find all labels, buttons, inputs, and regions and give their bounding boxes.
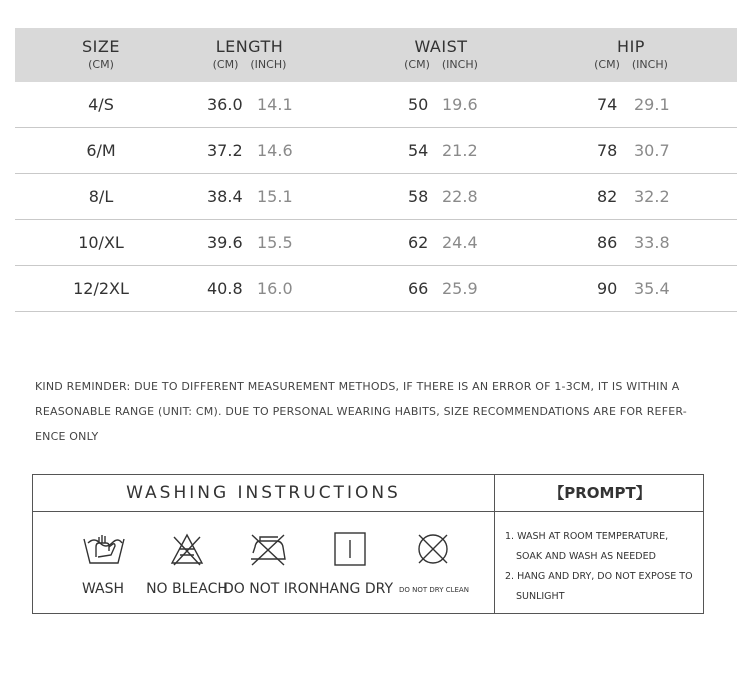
wash-label: WASH xyxy=(81,581,125,597)
waist-inch-cell: 25.9 xyxy=(442,279,478,298)
header-length xyxy=(187,38,312,72)
size-table xyxy=(15,28,737,312)
prompt-item: 2. HANG AND DRY, DO NOT EXPOSE TO xyxy=(505,571,693,582)
hip-inch-cell: 30.7 xyxy=(634,141,670,160)
hip-inch-cell: 35.4 xyxy=(634,279,670,298)
header-unit xyxy=(575,58,687,72)
do-not-dry-clean-label: DO NOT DRY CLEAN xyxy=(399,586,469,594)
table-row xyxy=(15,174,737,220)
prompt-title: 【PROMPT】 xyxy=(549,484,651,502)
hip-inch-cell: 33.8 xyxy=(634,233,670,252)
hand-wash-icon xyxy=(82,531,126,567)
no-bleach-label: NO BLEACH xyxy=(146,581,228,597)
length-inch-cell: 16.0 xyxy=(257,279,293,298)
size-cell: 6/M xyxy=(86,141,116,160)
waist-cm-cell: 66 xyxy=(408,279,429,298)
waist-inch-cell: 22.8 xyxy=(442,187,478,206)
table-row xyxy=(15,82,737,128)
no-bleach-icon xyxy=(169,531,205,567)
waist-cm-cell: 58 xyxy=(408,187,429,206)
header-title: WAIST xyxy=(414,37,468,56)
table-header xyxy=(15,28,737,82)
unit-cm: (CM) xyxy=(404,58,430,71)
unit-cm: (CM) xyxy=(212,58,239,71)
length-cm-cell: 39.6 xyxy=(207,233,243,252)
length-inch-cell: 14.6 xyxy=(257,141,293,160)
hip-cm-cell: 78 xyxy=(597,141,618,160)
unit-inch: (INCH) xyxy=(250,58,287,71)
header-waist xyxy=(385,38,497,72)
do-not-iron-label: DO NOT IRON xyxy=(223,581,320,597)
length-cm-cell: 36.0 xyxy=(207,95,243,114)
unit-inch: (INCH) xyxy=(631,58,668,71)
size-cell: 8/L xyxy=(88,187,114,206)
do-not-dry-clean-icon xyxy=(415,531,451,567)
length-cm-cell: 38.4 xyxy=(207,187,243,206)
prompt-list xyxy=(505,527,700,607)
waist-inch-cell: 21.2 xyxy=(442,141,478,160)
header-title: HIP xyxy=(617,37,645,56)
size-cell: 4/S xyxy=(88,95,114,114)
size-cell: 12/2XL xyxy=(73,279,129,298)
reminder-line: KIND REMINDER: DUE TO DIFFERENT MEASUREMENT METHODS, IF THERE IS AN ERROR OF 1-3CM, IT IS WITHIN A xyxy=(35,380,680,393)
washing-title: WASHING INSTRUCTIONS xyxy=(126,483,401,503)
header-size xyxy=(15,38,187,72)
hip-inch-cell: 32.2 xyxy=(634,187,670,206)
unit-inch: (INCH) xyxy=(441,58,478,71)
do-not-iron-icon xyxy=(248,531,288,567)
table-row xyxy=(15,266,737,312)
header-unit xyxy=(187,58,312,72)
washing-instructions-box xyxy=(32,474,704,614)
prompt-item: SUNLIGHT xyxy=(516,591,565,602)
size-cell: 10/XL xyxy=(78,233,124,252)
hip-cm-cell: 86 xyxy=(597,233,618,252)
unit-cm: (CM) xyxy=(594,58,620,71)
length-inch-cell: 15.1 xyxy=(257,187,293,206)
header-unit xyxy=(15,58,187,72)
hip-cm-cell: 90 xyxy=(597,279,618,298)
hip-inch-cell: 29.1 xyxy=(634,95,670,114)
kind-reminder xyxy=(35,374,705,449)
table-row xyxy=(15,128,737,174)
unit-cm: (CM) xyxy=(88,58,114,71)
length-cm-cell: 37.2 xyxy=(207,141,243,160)
hang-dry-label: HANG DRY xyxy=(318,581,394,597)
hang-dry-icon xyxy=(333,531,367,567)
waist-cm-cell: 54 xyxy=(408,141,429,160)
header-title: SIZE xyxy=(82,37,120,56)
hip-cm-cell: 82 xyxy=(597,187,618,206)
reminder-line: REASONABLE RANGE (UNIT: CM). DUE TO PERSONAL WEARING HABITS, SIZE RECOMMENDATIONS ARE FOR REFER- xyxy=(35,405,687,418)
prompt-item: 1. WASH AT ROOM TEMPERATURE, xyxy=(505,531,669,542)
header-title: LENGTH xyxy=(215,37,284,56)
table-row xyxy=(15,220,737,266)
length-cm-cell: 40.8 xyxy=(207,279,243,298)
prompt-item: SOAK AND WASH AS NEEDED xyxy=(516,551,656,562)
length-inch-cell: 14.1 xyxy=(257,95,293,114)
hip-cm-cell: 74 xyxy=(597,95,618,114)
waist-inch-cell: 24.4 xyxy=(442,233,478,252)
waist-cm-cell: 50 xyxy=(408,95,429,114)
waist-cm-cell: 62 xyxy=(408,233,429,252)
waist-inch-cell: 19.6 xyxy=(442,95,478,114)
divider xyxy=(33,511,703,512)
length-inch-cell: 15.5 xyxy=(257,233,293,252)
reminder-line: ENCE ONLY xyxy=(35,430,99,443)
header-hip xyxy=(575,38,687,72)
header-unit xyxy=(385,58,497,72)
